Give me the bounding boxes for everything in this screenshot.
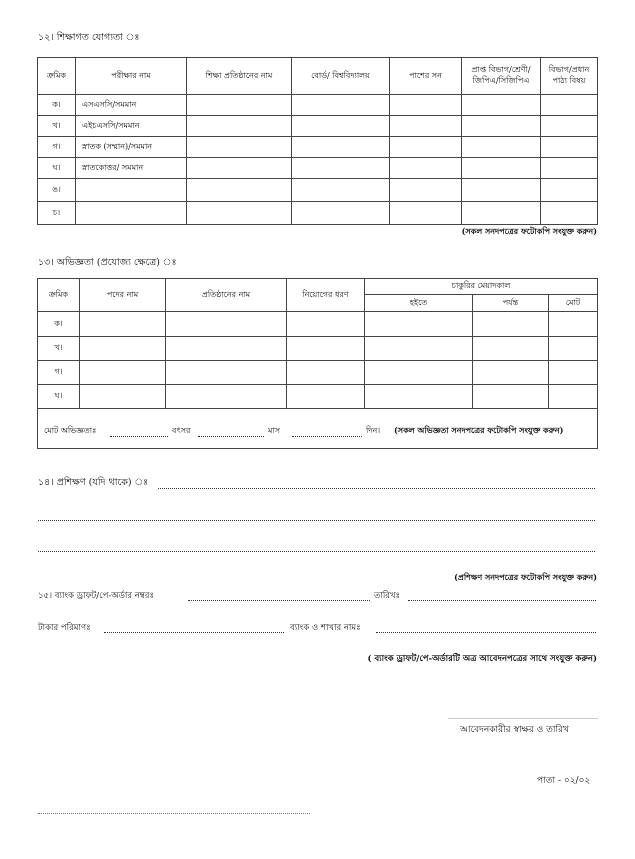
input-cell[interactable] [187, 116, 292, 137]
input-cell[interactable] [287, 385, 365, 409]
input-cell[interactable] [462, 202, 541, 225]
bank-draft-number-field[interactable] [188, 600, 370, 601]
training-note: (প্রশিক্ষণ সনদপত্রের ফটোকপি সংযুক্ত করুন) [454, 572, 597, 582]
table-row [38, 361, 598, 385]
col-institution: প্রতিষ্ঠানের নাম [166, 279, 287, 312]
input-cell[interactable] [80, 337, 166, 361]
row-serial: খ। [38, 116, 76, 137]
input-cell[interactable] [80, 385, 166, 409]
input-cell[interactable] [287, 312, 365, 337]
education-table [37, 57, 598, 225]
input-cell[interactable] [549, 385, 598, 409]
col-appointment-type: নিয়োগের ধরণ [287, 279, 365, 312]
bank-branch-field[interactable] [376, 632, 596, 633]
input-cell[interactable] [462, 116, 541, 137]
education-header-row [38, 58, 598, 95]
row-exam [76, 179, 187, 202]
months-label: মাস [268, 426, 281, 435]
input-cell[interactable] [549, 361, 598, 385]
table-row [38, 312, 598, 337]
col-serial: ক্রমিক [38, 58, 76, 95]
row-serial: ঘ। [38, 385, 80, 409]
input-cell[interactable] [365, 361, 473, 385]
total-experience-cell [38, 409, 598, 449]
input-cell[interactable] [187, 158, 292, 179]
row-exam: স্নাতক (সম্মান)/সমমান [76, 137, 187, 158]
row-serial: খ। [38, 337, 80, 361]
table-row [38, 385, 598, 409]
bank-draft-label: ১৫। ব্যাংক ড্রাফট/পে-অর্ডার নম্বরঃ [38, 591, 154, 601]
row-exam: স্নাতকোত্তর/ সমমান [76, 158, 187, 179]
amount-field[interactable] [104, 632, 284, 633]
input-cell[interactable] [187, 137, 292, 158]
input-cell[interactable] [292, 179, 390, 202]
input-cell[interactable] [541, 95, 598, 116]
table-row [38, 158, 598, 179]
page-number: পাতা - ০২/০২ [537, 776, 591, 786]
table-row [38, 95, 598, 116]
input-cell[interactable] [166, 337, 287, 361]
input-cell[interactable] [292, 137, 390, 158]
input-cell[interactable] [365, 337, 473, 361]
input-cell[interactable] [473, 385, 549, 409]
training-field-line-1[interactable] [158, 488, 595, 489]
input-cell[interactable] [365, 312, 473, 337]
date-label: তারিখঃ [374, 591, 401, 601]
input-cell[interactable] [462, 158, 541, 179]
input-cell[interactable] [292, 116, 390, 137]
col-to: পর্যন্ত [473, 295, 549, 312]
col-from: হইতে [365, 295, 473, 312]
col-service-period: চাকুরির মেয়াদকাল [365, 279, 598, 295]
total-days-field[interactable] [292, 436, 362, 437]
row-serial: ঙ। [38, 179, 76, 202]
col-subject: বিভাগ/প্রধান পাঠ্য বিষয় [541, 58, 598, 95]
days-label: দিন। [366, 426, 381, 435]
input-cell[interactable] [462, 95, 541, 116]
amount-label: টাকার পরিমাণঃ [38, 623, 91, 633]
input-cell[interactable] [462, 137, 541, 158]
input-cell[interactable] [390, 116, 462, 137]
input-cell[interactable] [390, 202, 462, 225]
date-field[interactable] [408, 600, 596, 601]
input-cell[interactable] [473, 361, 549, 385]
col-pass-year: পাশের সন [390, 58, 462, 95]
input-cell[interactable] [541, 158, 598, 179]
input-cell[interactable] [166, 361, 287, 385]
row-serial: ঘ। [38, 158, 76, 179]
bank-branch-label: ব্যাংক ও শাখার নামঃ [290, 623, 361, 633]
input-cell[interactable] [549, 337, 598, 361]
training-field-line-3[interactable] [38, 551, 595, 552]
row-serial: চ। [38, 202, 76, 225]
col-serial: ক্রমিক [38, 279, 80, 312]
input-cell[interactable] [390, 179, 462, 202]
row-exam: এইচএসসি/সমমান [76, 116, 187, 137]
input-cell[interactable] [287, 337, 365, 361]
input-cell[interactable] [80, 361, 166, 385]
col-exam: পরীক্ষার নাম [76, 58, 187, 95]
table-row [38, 337, 598, 361]
col-result: প্রাপ্ত বিভাগ/শ্রেণী/ জিপিএ/সিজিপিএ [462, 58, 541, 95]
input-cell[interactable] [390, 137, 462, 158]
input-cell[interactable] [292, 158, 390, 179]
input-cell[interactable] [549, 312, 598, 337]
section-13-title: ১৩। অভিজ্ঞতা (প্রযোজ্য ক্ষেত্রে) ঃ [38, 257, 177, 268]
section-12-title: ১২। শিক্ষাগত যোগ্যতা ঃ [38, 32, 140, 43]
input-cell[interactable] [473, 337, 549, 361]
col-total: মোট [549, 295, 598, 312]
input-cell[interactable] [187, 179, 292, 202]
signature-label: আবেদনকারীর স্বাক্ষর ও তারিখ [460, 725, 569, 735]
input-cell[interactable] [473, 312, 549, 337]
input-cell[interactable] [541, 137, 598, 158]
bank-draft-note: ( ব্যাংক ড্রাফট/পে-অর্ডারটি অত্র আবেদনপত্রের সাথে সংযুক্ত করুন) [367, 654, 597, 664]
education-note: (সকল সনদপত্রের ফটোকপি সংযুক্ত করুন) [461, 226, 597, 236]
total-months-field[interactable] [198, 436, 264, 437]
section-14-title: ১৪। প্রশিক্ষণ (যদি থাকে) ঃ [38, 477, 149, 488]
input-cell[interactable] [80, 312, 166, 337]
col-institution: শিক্ষা প্রতিষ্ঠানের নাম [187, 58, 292, 95]
signature-line[interactable] [448, 718, 598, 719]
row-serial: ক। [38, 95, 76, 116]
input-cell[interactable] [166, 312, 287, 337]
footer-file-path [38, 813, 310, 816]
col-post: পদের নাম [80, 279, 166, 312]
row-serial: গ। [38, 361, 80, 385]
input-cell[interactable] [166, 385, 287, 409]
input-cell[interactable] [541, 116, 598, 137]
row-serial: ক। [38, 312, 80, 337]
experience-total-row [38, 409, 598, 449]
input-cell[interactable] [541, 202, 598, 225]
input-cell[interactable] [541, 179, 598, 202]
input-cell[interactable] [365, 385, 473, 409]
input-cell[interactable] [187, 95, 292, 116]
row-exam: এসএসসি/সমমান [76, 95, 187, 116]
table-row [38, 116, 598, 137]
row-serial: গ। [38, 137, 76, 158]
experience-note: (সকল অভিজ্ঞতা সনদপত্রের ফটোকপি সংযুক্ত করুন) [394, 425, 564, 435]
training-field-line-2[interactable] [38, 520, 595, 521]
input-cell[interactable] [287, 361, 365, 385]
input-cell[interactable] [390, 95, 462, 116]
table-row [38, 179, 598, 202]
input-cell[interactable] [292, 202, 390, 225]
total-experience-label: মোট অভিজ্ঞতাঃ [44, 426, 97, 435]
col-board: বোর্ড/ বিশ্ববিদ্যালয় [292, 58, 390, 95]
years-label: বৎসর [172, 426, 191, 435]
row-exam [76, 202, 187, 225]
input-cell[interactable] [462, 179, 541, 202]
total-years-field[interactable] [110, 436, 168, 437]
experience-table [37, 278, 598, 449]
table-row [38, 137, 598, 158]
input-cell[interactable] [390, 158, 462, 179]
input-cell[interactable] [292, 95, 390, 116]
experience-header-row [38, 279, 598, 295]
table-row [38, 202, 598, 225]
input-cell[interactable] [187, 202, 292, 225]
